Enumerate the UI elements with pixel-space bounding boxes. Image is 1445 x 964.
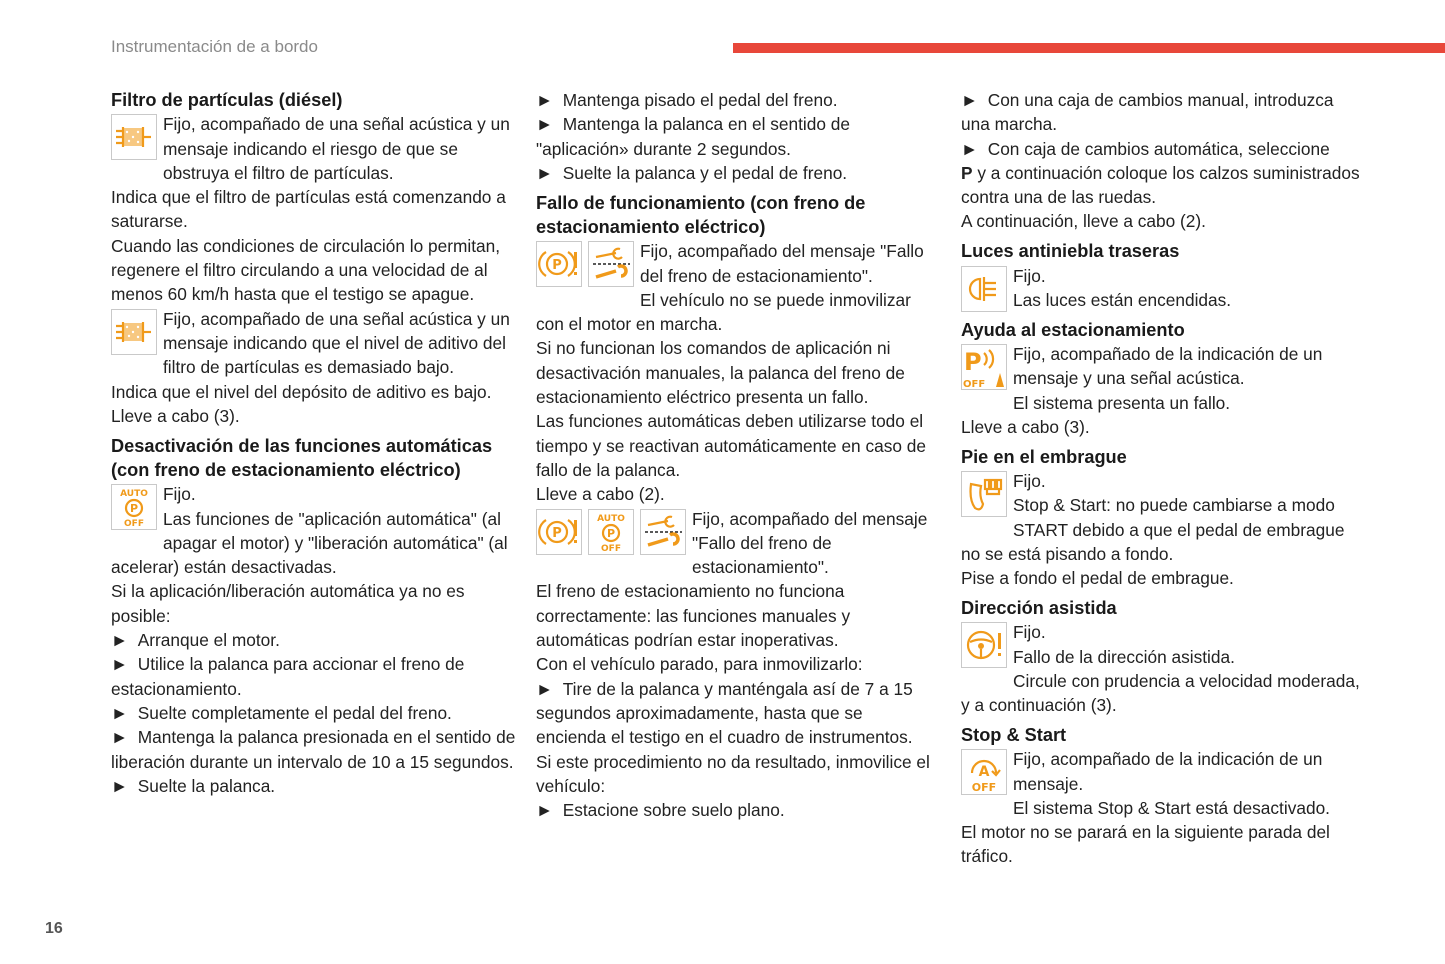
paragraph: Fijo, acompañado de una señal acústica y un mensaje indicando el riesgo de que se obstruya el filtro de partículas. [163, 114, 510, 183]
particle-filter-warning-icon [111, 114, 157, 160]
parking-sensor-off-icon [961, 344, 1007, 390]
bullet-item: ► Mantenga la palanca en el sentido de "aplicación» durante 2 segundos. [536, 112, 936, 161]
bullet-item: ► Mantenga pisado el pedal del freno. [536, 88, 936, 112]
paragraph: Indica que el nivel del depósito de aditivo es bajo. [111, 381, 492, 402]
bullet-item: ► Mantenga la palanca presionada en el sentido de liberación durante un intervalo de 10 a 15 segundos. [111, 725, 516, 774]
service-wrench-icon [588, 241, 634, 287]
bullet-item: ► Suelte completamente el pedal del freno. [111, 701, 516, 725]
paragraph: Fijo, acompañado de la indicación de un mensaje y una señal acústica. [1013, 343, 1323, 389]
stop-start-off-icon [961, 749, 1007, 795]
paragraph: A continuación, lleve a cabo (2). [961, 211, 1206, 232]
section-title-rear-fog: Luces antiniebla traseras [961, 241, 1180, 262]
paragraph: El sistema presenta un fallo. [1013, 392, 1231, 413]
paragraph: Fijo, acompañado del mensaje "Fallo del freno de estacionamiento". [692, 508, 928, 578]
rear-fog-light-icon [961, 266, 1007, 312]
column-3 [961, 88, 1361, 869]
paragraph: Fijo, acompañado de la indicación de un mensaje. [1013, 749, 1323, 794]
parking-brake-warning-icon [536, 241, 582, 287]
p-label: P [964, 347, 982, 376]
service-wrench-icon [640, 509, 686, 555]
parking-brake-warning-icon [536, 509, 582, 555]
paragraph: El motor no se parará en la siguiente parada del tráfico. [961, 822, 1330, 867]
paragraph: Pise a fondo el pedal de embrague. [961, 568, 1234, 589]
power-steering-warning-icon [961, 622, 1007, 668]
paragraph: Las luces están encendidas. [1013, 289, 1232, 310]
gear-p-label: P [961, 162, 973, 183]
off-label: OFF [124, 519, 144, 529]
bullet-text: y a continuación coloque los calzos suministrados contra una de las ruedas. [961, 162, 1360, 208]
section-title-malfunction: Fallo de funcionamiento (con freno de estacionamiento eléctrico) [536, 192, 866, 237]
paragraph: El freno de estacionamiento no funciona correctamente: las funciones manuales y automáticas podrían estar inoperativas. [536, 581, 851, 651]
paragraph: Circule con prudencia a velocidad moderada, y a continuación (3). [961, 670, 1360, 716]
off-label: OFF [971, 781, 997, 794]
bullet-item: ► Tire de la palanca y manténgala así de 7 a 15 segundos aproximadamente, hasta que se encienda el testigo en el cuadro de instrumentos. [536, 677, 936, 750]
page-number: 16 [45, 920, 63, 937]
paragraph: Cuando las condiciones de circulación lo permitan, regenere el filtro circulando a una velocidad de al menos 60 km/h hasta que el testigo se apague. [111, 235, 501, 305]
section-title-particle-filter: Filtro de partículas (diésel) [111, 90, 343, 110]
foot-on-clutch-icon [961, 471, 1007, 517]
paragraph: El vehículo no se puede inmovilizar con el motor en marcha. [536, 289, 911, 335]
paragraph: Las funciones de "aplicación automática" (al apagar el motor) y "liberación automática" (al acelerar) están desactivadas. [111, 508, 508, 578]
auto-label: AUTO [120, 489, 148, 500]
bullet-item: ► Estacione sobre suelo plano. [536, 798, 936, 822]
p-label: P [606, 526, 616, 540]
column-1 [111, 88, 516, 798]
auto-p-off-icon [111, 484, 157, 530]
auto-p-off-icon [588, 509, 634, 555]
paragraph: Si la aplicación/liberación automática ya no es posible: [111, 581, 465, 626]
section-title-parking-assist: Ayuda al estacionamiento [961, 319, 1185, 340]
bullet-item [961, 137, 1361, 210]
paragraph: Con el vehículo parado, para inmovilizarlo: [536, 654, 863, 675]
running-header: Instrumentación de a bordo [111, 37, 318, 56]
bullet-item: ► Suelte la palanca. [111, 774, 516, 798]
off-label: OFF [963, 378, 986, 389]
paragraph: Stop & Start: no puede cambiarse a modo START debido a que el pedal de embrague no se está pisando a fondo. [961, 495, 1345, 564]
paragraph: Si no funcionan los comandos de aplicación ni desactivación manuales, la palanca del freno de estacionamiento eléctrico presenta un fallo. [536, 338, 905, 408]
paragraph: Fijo. [1013, 470, 1046, 491]
bullet-item: ► Utilice la palanca para accionar el freno de estacionamiento. [111, 652, 516, 701]
paragraph: Las funciones automáticas deben utilizarse todo el tiempo y se reactivan automáticamente en caso de fallo de la palanca. [536, 411, 927, 480]
p-label: P [552, 258, 562, 274]
paragraph: Lleve a cabo (3). [961, 416, 1090, 437]
paragraph: Fijo, acompañado de una señal acústica y un mensaje indicando que el nivel de aditivo del filtro de partículas es demasiado bajo. [163, 308, 510, 378]
paragraph: Fijo, acompañado del mensaje "Fallo del freno de estacionamiento". [640, 241, 924, 286]
section-title-auto-functions: Desactivación de las funciones automáticas (con freno de estacionamiento eléctrico) [111, 435, 493, 480]
paragraph: Si este procedimiento no da resultado, inmovilice el vehículo: [536, 751, 930, 796]
off-label: OFF [601, 543, 621, 553]
column-2 [536, 88, 936, 822]
paragraph: Lleve a cabo (3). [111, 405, 240, 426]
paragraph: Lleve a cabo (2). [536, 484, 665, 505]
bullet-item: ► Suelte la palanca y el pedal de freno. [536, 161, 936, 185]
auto-label: AUTO [597, 513, 625, 524]
particle-filter-additive-icon [111, 309, 157, 355]
bullet-text: Con caja de cambios automática, seleccione [987, 138, 1330, 159]
paragraph: Fijo. [1013, 622, 1046, 643]
paragraph: Fallo de la dirección asistida. [1013, 646, 1235, 667]
p-label: P [129, 502, 139, 516]
bullet-item: ► Arranque el motor. [111, 628, 516, 652]
bullet-item: ► Con una caja de cambios manual, introduzca una marcha. [961, 88, 1361, 137]
header-accent-bar [733, 43, 1445, 53]
paragraph: Fijo. [163, 484, 196, 505]
section-title-stop-start: Stop & Start [961, 724, 1067, 745]
p-label: P [552, 525, 562, 541]
section-title-power-steering: Dirección asistida [961, 597, 1117, 618]
paragraph: Fijo. [1013, 265, 1046, 286]
section-title-clutch: Pie en el embrague [961, 446, 1127, 467]
paragraph: El sistema Stop & Start está desactivado. [1013, 797, 1330, 818]
a-label: A [978, 764, 990, 781]
paragraph: Indica que el filtro de partículas está comenzando a saturarse. [111, 187, 506, 232]
